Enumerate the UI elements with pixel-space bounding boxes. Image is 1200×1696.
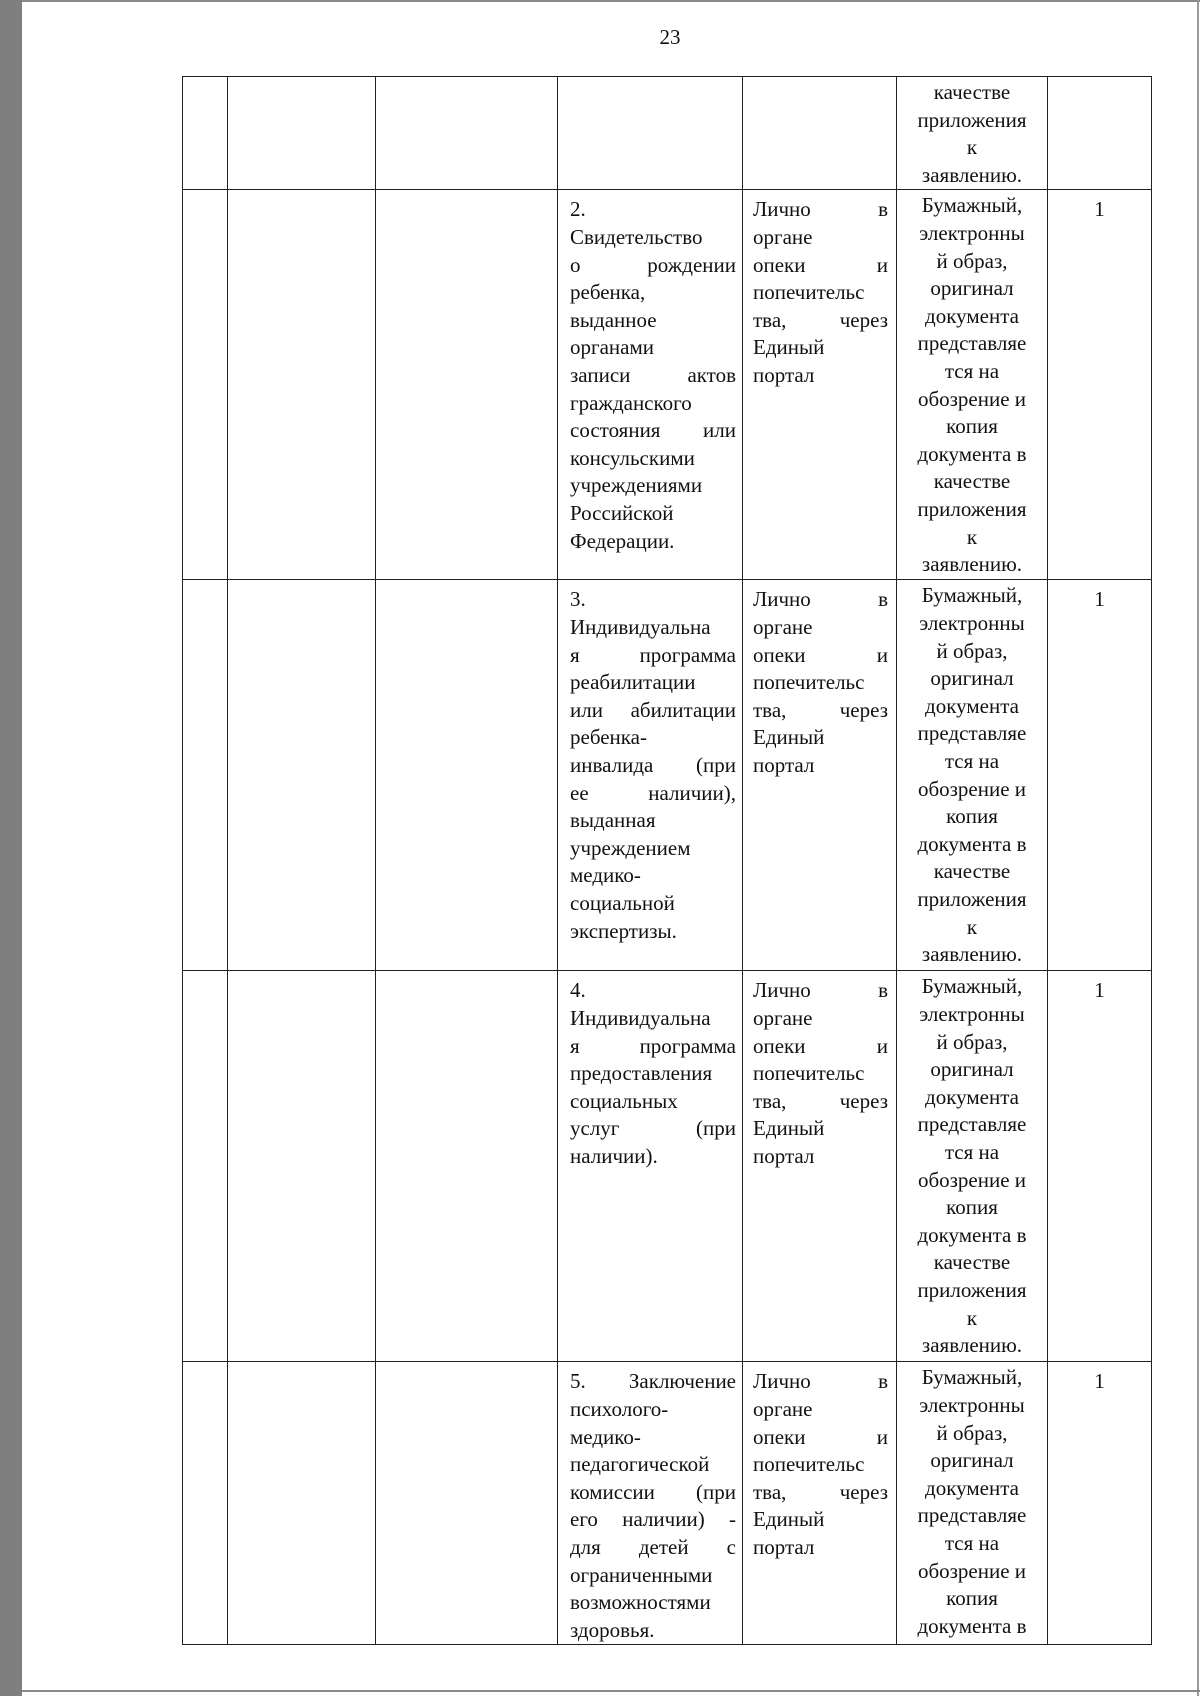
text-line: гражданского [570,390,692,415]
table-row [183,1362,1152,1645]
word: услуг [570,1116,620,1141]
text-line: оригинал [930,1448,1014,1473]
text-line: выданное [570,307,657,332]
text-line: 2. [570,197,586,222]
word: ее [570,780,589,805]
text-line [570,1368,736,1396]
text-line: ограниченными [570,1562,713,1587]
text-line: электронны [919,1392,1025,1417]
word: я [570,1033,580,1058]
text-line: портал [753,752,815,777]
cell-copies-count [1048,580,1152,971]
text-line [570,752,736,780]
text-line: оригинал [930,666,1014,691]
page-top-edge [22,0,1200,2]
text-line: органе [753,1005,813,1030]
text-line [570,252,736,280]
text-line [753,642,888,670]
text-line [570,697,736,725]
text-line: тся на [944,1530,1000,1555]
word: актов [687,362,736,387]
text-line: документа в [917,831,1027,856]
cell-document-name [558,971,743,1362]
word: в [878,1369,888,1394]
text-line: копия [946,414,998,439]
text-line: представляе [917,331,1027,356]
text-line: портал [753,1534,815,1559]
text-line: учреждениями [570,473,703,498]
word: или [570,697,603,722]
word: опеки [753,1424,806,1449]
cell-submission-method [743,77,897,190]
word: опеки [753,252,806,277]
text-line: социальных [570,1088,678,1113]
text-line: социальной [570,890,675,915]
word: записи [570,362,631,387]
text-line: Единый [753,1507,825,1532]
word: абилитации [630,697,736,722]
word: Лично [753,587,811,612]
word: тва, [753,697,787,722]
word: детей [638,1534,689,1559]
cell-copies-count [1048,971,1152,1362]
cell-submission-method [743,580,897,971]
copies-count: 1 [1094,978,1105,1003]
text-line: педагогической [570,1452,710,1477]
text-line: Бумажный, [921,193,1023,218]
text-line: тся на [944,1139,1000,1164]
cell-subservice [228,580,376,971]
word: состояния [570,418,661,443]
text-line: документа в [917,1613,1027,1638]
text-line: качестве [933,1250,1011,1275]
text-line: Бумажный, [921,583,1023,608]
text-line: медико- [570,1424,641,1449]
word: тва, [753,1088,787,1113]
word: опеки [753,642,806,667]
page-bottom-edge [22,1690,1200,1692]
cell-document-form [897,971,1048,1362]
text-line: документа [925,1475,1019,1500]
cell-copies-count [1048,1362,1152,1645]
cell-document-name [558,190,743,580]
text-line: качестве [933,80,1011,104]
page-right-edge [1197,0,1199,1696]
text-line: й образ, [936,638,1008,663]
text-line: попечительс [753,1452,865,1477]
copies-count: 1 [1094,197,1105,222]
word: инвалида [570,752,654,777]
text-line [753,1424,888,1452]
text-line [570,362,736,390]
word: в [878,978,888,1003]
text-line: приложения [917,496,1027,521]
word: и [876,1033,888,1058]
text-line: обозрение и [917,776,1027,801]
text-line: предоставления [570,1061,713,1086]
copies-count: 1 [1094,1369,1105,1394]
text-line: заявлению. [921,552,1023,577]
cell-index [183,971,228,1362]
text-line [570,780,736,808]
cell-submission-method [743,190,897,580]
text-line [753,977,888,1005]
cell-submission-method [743,1362,897,1645]
text-line: документа в [917,1222,1027,1247]
text-line: представляе [917,1112,1027,1137]
text-line: качестве [933,859,1011,884]
word: Лично [753,1369,811,1394]
text-line: обозрение и [917,386,1027,411]
table-row [183,190,1152,580]
text-line: органе [753,1396,813,1421]
documents-table [182,76,1152,1645]
text-line [753,307,888,335]
text-line: электронны [919,1001,1025,1026]
text-line: оригинал [930,1057,1014,1082]
word: и [876,642,888,667]
cell-document-form [897,190,1048,580]
text-line: попечительс [753,1061,865,1086]
text-line: копия [946,804,998,829]
text-line [753,1479,888,1507]
text-line [570,1033,736,1061]
scan-left-edge [0,0,22,1696]
cell-copies-count [1048,77,1152,190]
text-line: ребенка- [570,725,647,750]
word: - [728,1507,736,1532]
text-line: копия [946,1195,998,1220]
word: опеки [753,1033,806,1058]
text-line [570,1534,736,1562]
text-line [570,1506,736,1534]
text-line [753,697,888,725]
word: Лично [753,978,811,1003]
text-line: обозрение и [917,1558,1027,1583]
text-line [570,642,736,670]
cell-index [183,1362,228,1645]
word: и [876,1424,888,1449]
word: 5. [570,1369,586,1394]
word: Заключение [628,1369,736,1394]
word: (при [696,1479,736,1504]
cell-subservice [228,77,376,190]
word: наличии) [622,1507,705,1532]
word: наличии), [648,780,736,805]
text-line: представляе [917,721,1027,746]
cell-subservice [228,1362,376,1645]
text-line: возможностями [570,1590,711,1615]
text-line: к [966,914,978,939]
text-line [753,252,888,280]
text-line: й образ, [936,1420,1008,1445]
word: в [878,587,888,612]
copies-count: 1 [1094,587,1105,612]
word: в [878,197,888,222]
text-line: копия [946,1586,998,1611]
text-line: приложения [917,886,1027,911]
text-line [753,196,888,224]
cell-applicant-category [376,77,558,190]
text-line: Единый [753,335,825,360]
text-line: реабилитации [570,670,696,695]
text-line: наличии). [570,1143,658,1168]
text-line: выданная [570,808,656,833]
word: и [876,252,888,277]
text-line: тся на [944,358,1000,383]
text-line: тся на [944,748,1000,773]
word: через [839,697,888,722]
cell-document-name [558,77,743,190]
word: (при [696,1116,736,1141]
text-line: психолого- [570,1396,669,1421]
word: его [570,1507,598,1532]
text-line: электронны [919,610,1025,635]
text-line: документа [925,303,1019,328]
text-line: попечительс [753,670,865,695]
text-line: портал [753,362,815,387]
text-line: Индивидуальна [570,614,711,639]
cell-applicant-category [376,1362,558,1645]
text-line: попечительс [753,280,865,305]
text-line [570,1479,736,1507]
text-line: экспертизы. [570,918,677,943]
text-line: представляе [917,1503,1027,1528]
word: рождении [647,252,736,277]
cell-document-name [558,1362,743,1645]
text-line: Единый [753,1116,825,1141]
text-line: заявлению. [921,942,1023,967]
page-number: 23 [659,25,681,49]
text-line: учреждением [570,835,691,860]
text-line: документа в [917,441,1027,466]
text-line: 3. [570,587,586,612]
text-line: к [966,135,978,160]
cell-document-form [897,580,1048,971]
text-line [570,417,736,445]
cell-applicant-category [376,580,558,971]
text-line [753,1033,888,1061]
cell-subservice [228,190,376,580]
word: через [839,1479,888,1504]
cell-subservice [228,971,376,1362]
text-line: консульскими [570,445,695,470]
text-line: органе [753,614,813,639]
cell-submission-method [743,971,897,1362]
word: через [839,307,888,332]
text-line: заявлению. [921,162,1023,187]
table-body [183,77,1152,1645]
text-line: Бумажный, [921,974,1023,999]
cell-applicant-category [376,190,558,580]
text-line: Свидетельство [570,224,703,249]
text-line: портал [753,1143,815,1168]
copies-count [1048,77,1151,83]
word: тва, [753,307,787,332]
word: программа [639,1033,736,1058]
word: через [839,1088,888,1113]
text-line: Российской [570,500,674,525]
table-row [183,971,1152,1362]
cell-document-form [897,1362,1048,1645]
text-line: Индивидуальна [570,1005,711,1030]
text-line: к [966,1305,978,1330]
text-line [753,586,888,614]
word: я [570,642,580,667]
cell-applicant-category [376,971,558,1362]
text-line [753,1088,888,1116]
text-line: Единый [753,725,825,750]
word: комиссии [570,1479,655,1504]
word: программа [639,642,736,667]
word: (при [696,752,736,777]
text-line: Бумажный, [921,1365,1023,1390]
word: Лично [753,197,811,222]
text-line: й образ, [936,1029,1008,1054]
cell-document-form [897,77,1048,190]
cell-index [183,580,228,971]
word: с [726,1534,736,1559]
text-line: электронны [919,220,1025,245]
text-line: органами [570,335,655,360]
cell-document-name [558,580,743,971]
text-line: 4. [570,978,586,1003]
text-line: органе [753,224,813,249]
text-line [753,1368,888,1396]
text-line: качестве [933,469,1011,494]
cell-index [183,77,228,190]
table-row [183,580,1152,971]
text-line: к [966,524,978,549]
cell-copies-count [1048,190,1152,580]
text-line: медико- [570,863,641,888]
text-line: й образ, [936,248,1008,273]
text-line: документа [925,693,1019,718]
word: о [570,252,581,277]
cell-index [183,190,228,580]
text-line: приложения [917,1277,1027,1302]
text-line: документа [925,1084,1019,1109]
text-line [570,1115,736,1143]
text-line: приложения [917,107,1027,132]
text-line: оригинал [930,276,1014,301]
text-line: здоровья. [570,1617,655,1642]
word: для [570,1534,601,1559]
word: тва, [753,1479,787,1504]
text-line: заявлению. [921,1333,1023,1358]
text-line: ребенка, [570,280,646,305]
text-line: обозрение и [917,1167,1027,1192]
text-line: Федерации. [570,528,675,553]
word: или [703,418,736,443]
table-row [183,77,1152,190]
